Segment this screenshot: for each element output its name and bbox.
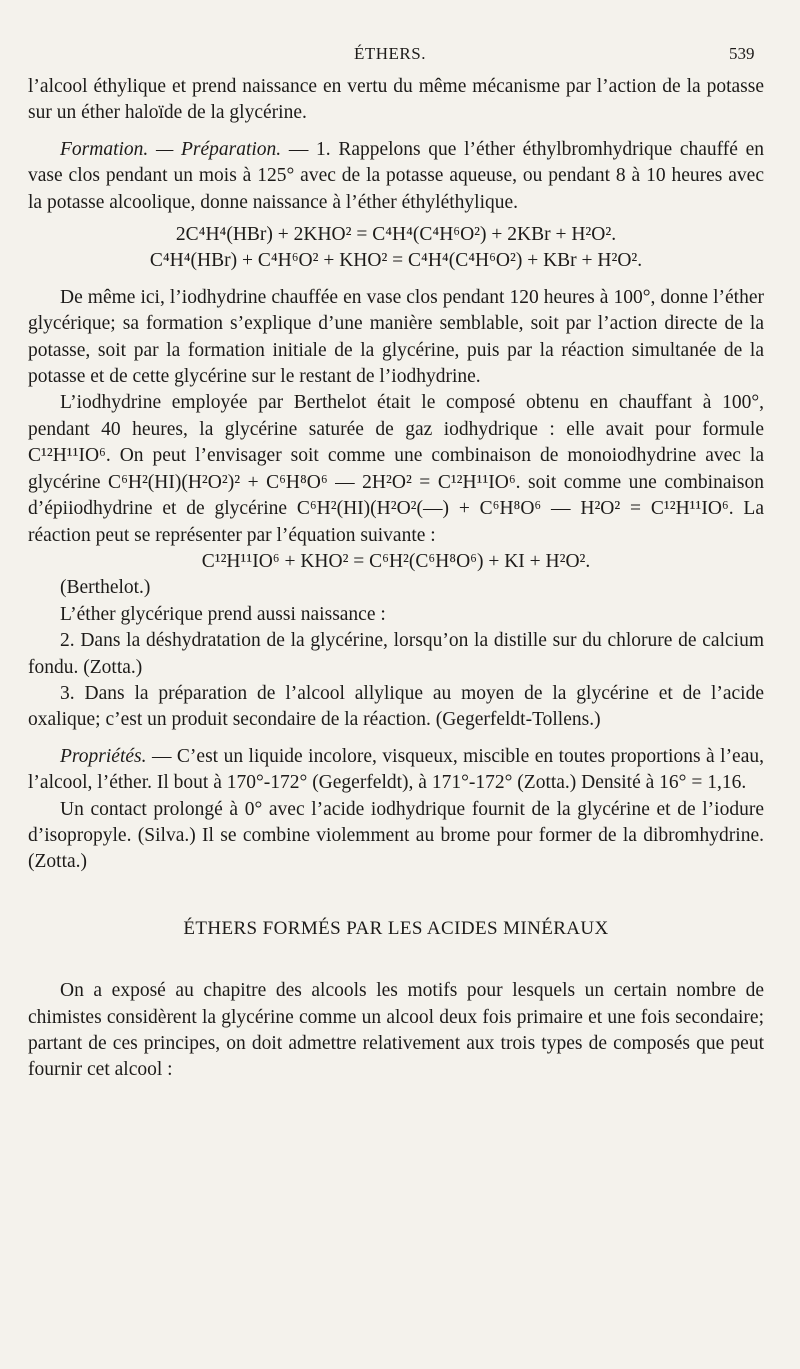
page-body bbox=[28, 74, 764, 1084]
paragraph-berthelot: L’iodhydrine employée par Berthelot était le composé obtenu en chauffant à 100°, pendant 40 heures, la glycérine saturée de gaz iodhydrique : elle avait pour formule C¹²H¹¹IO⁶. On peut l’envisager soit comme une combinaison de monoiodhydrine avec la glycérine C⁶H²(HI)(H²O²)² + C⁶H⁸O⁶ — 2H²O² = C¹²H¹¹IO⁶. soit comme une combinaison d’épiiodhydrine et de glycérine C⁶H²(HI)(H²O²(—) + C⁶H⁸O⁶ — H²O² = C¹²H¹¹IO⁶. La réaction peut se représenter par l’équation suivante : bbox=[28, 392, 764, 546]
paragraph-item-2: 2. Dans la déshydratation de la glycérine, lorsqu’on la distille sur du chlorure de calcium fondu. (Zotta.) bbox=[28, 630, 764, 678]
page-header bbox=[0, 44, 800, 68]
paragraph-iodhydrine: De même ici, l’iodhydrine chauffée en vase clos pendant 120 heures à 100°, donne l’éther glycérique; sa formation s’explique d’une manière semblable, soit par l’action directe de la potasse, soit par la formation initiale de la glycérine, puis par la réaction simultanée de la potasse et de cette glycérine sur le restant de l’iodhydrine. bbox=[28, 286, 764, 388]
citation-berthelot: (Berthelot.) bbox=[60, 577, 151, 599]
formation-text: — 1. Rappelons que l’éther éthylbromhydrique chauffé en vase clos pendant un mois à 125° avec de la potasse aqueuse, ou pendant 8 à 10 heures avec la potasse alcoolique, donne naissance à l’éther éthyléthylique. bbox=[28, 138, 764, 213]
paragraph-contact: Un contact prolongé à 0° avec l’acide iodhydrique fournit de la glycérine et de l’iodure d’isopropyle. (Silva.) Il se combine violemment au brome pour former de la dibromhydrine. (Zotta.) bbox=[28, 798, 764, 873]
page-number: 539 bbox=[729, 44, 755, 63]
proprietes-heading: Propriétés. bbox=[60, 745, 147, 767]
equation-2: C⁴H⁴(HBr) + C⁴H⁶O² + KHO² = C⁴H⁴(C⁴H⁶O²) + KBr + H²O². bbox=[149, 250, 643, 272]
equation-1: 2C⁴H⁴(HBr) + 2KHO² = C⁴H⁴(C⁴H⁶O²) + 2KBr + H²O². bbox=[175, 224, 617, 246]
proprietes-text: — C’est un liquide incolore, visqueux, miscible en toutes proportions à l’eau, l’alcool, l’éther. Il bout à 170°-172° (Gegerfeldt), à 171°-172° (Zotta.) Densité à 16° = 1,16. bbox=[28, 745, 764, 794]
paragraph-formation bbox=[28, 137, 764, 216]
paragraph-chapitre: On a exposé au chapitre des alcools les motifs pour lesquels un certain nombre de chimistes considèrent la glycérine comme un alcool deux fois primaire et une fois secondaire; partant de ces principes, on doit admettre relativement aux trois types de composés que peut fournir cet alcool : bbox=[28, 980, 764, 1081]
paragraph-continuation: l’alcool éthylique et prend naissance en vertu du même mécanisme par l’action de la potasse sur un éther haloïde de la glycérine. bbox=[28, 76, 764, 124]
equation-3: C¹²H¹¹IO⁶ + KHO² = C⁶H²(C⁶H⁸O⁶) + KI + H²O². bbox=[201, 550, 591, 572]
paragraph-proprietes bbox=[28, 744, 764, 797]
section-title: ÉTHERS FORMÉS PAR LES ACIDES MINÉRAUX bbox=[183, 917, 609, 939]
formation-heading: Formation. — Préparation. bbox=[60, 138, 282, 160]
paragraph-item-3: 3. Dans la préparation de l’alcool allylique au moyen de la glycérine et de l’acide oxalique; c’est un produit secondaire de la réaction. (Gegerfeldt-Tollens.) bbox=[28, 682, 764, 731]
running-title: ÉTHERS. bbox=[354, 44, 426, 63]
paragraph-naissance: L’éther glycérique prend aussi naissance : bbox=[60, 603, 386, 625]
